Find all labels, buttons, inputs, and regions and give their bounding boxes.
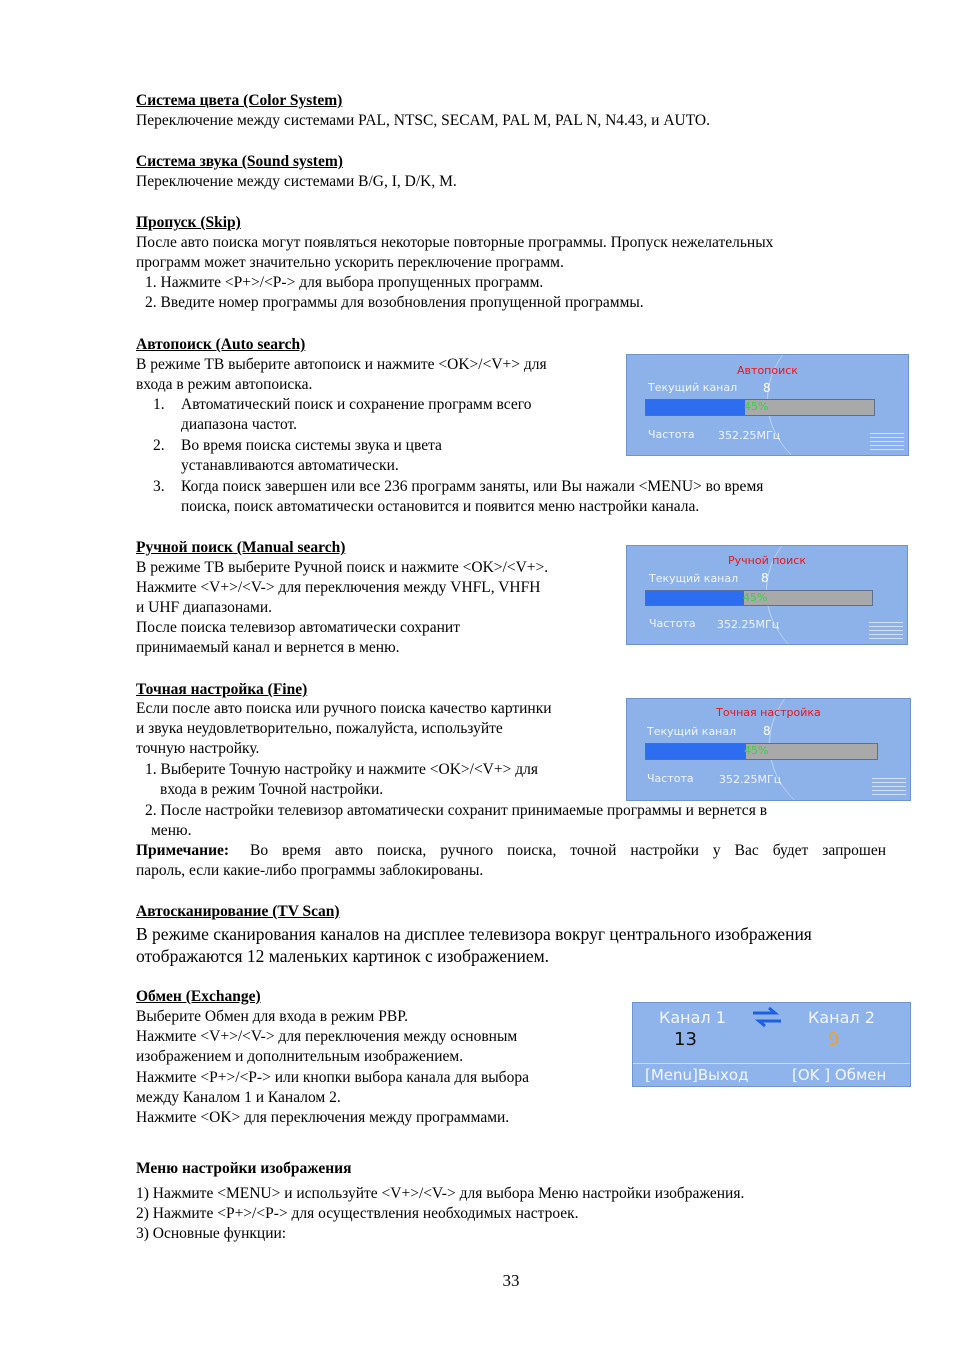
skip-text-line-2: программ может значительно ускорить переключение программ. [136,254,564,271]
panel-lines-decoration [872,778,906,796]
osd-frequency-label: Частота [648,428,695,441]
auto-item-3-line-1: Когда поиск завершен или все 236 программ заняты, или Вы нажали <MENU> во время [181,478,764,495]
picture-step-3: 3) Основные функции: [136,1225,287,1242]
auto-item-3-line-2: поиска, поиск автоматически остановится и появится меню настройки канала. [181,498,700,515]
osd-manual-search-panel [626,545,908,645]
osd-frequency-value: 352.25МГц [717,618,780,631]
manual-text-line-1: В режиме ТВ выберите Ручной поиск и нажмите <OK>/<V+>. [136,559,549,576]
fine-item-2-line-2: меню. [151,822,192,839]
exit-label: Выход [697,1066,749,1084]
osd-exchange-panel [632,1002,911,1087]
osd-title: Автопоиск [737,364,798,377]
fine-item-2-line-1: 2. После настройки телевизор автоматически сохранит принимаемые программы и вернется в [145,802,768,819]
fine-item-1-line-2: входа в режим Точной настройки. [160,781,384,798]
osd-channel-2-label: Канал 2 [808,1008,875,1027]
osd-progress-bar [645,590,873,606]
scan-text-line-2: отображаются 12 маленьких картинок с изображением. [136,946,550,966]
panel-lines-decoration [869,622,903,640]
swap-label: Обмен [834,1066,887,1084]
osd-progress-text: 45% [743,591,768,604]
auto-text-line-2: входа в режим автопоиска. [136,376,313,393]
osd-channel-value: 8 [763,724,771,738]
panel-lines-decoration [870,433,904,451]
exchange-text-line-4: Нажмите <P+>/<P-> или кнопки выбора канала для выбора [136,1069,529,1086]
osd-channel-label: Текущий канал [647,725,737,738]
skip-text-line-1: После авто поиска могут появляться некоторые повторные программы. Пропуск нежелательных [136,234,774,251]
ok-key-label: [OK ] [792,1066,831,1084]
fine-text-line-1: Если после авто поиска или ручного поиска качество картинки [136,700,552,717]
auto-item-2-number: 2. [153,437,165,454]
osd-channel-label: Текущий канал [649,572,739,585]
osd-progress-text: 45% [744,400,769,413]
osd-progress-fill [646,744,746,759]
osd-swap-hint [792,1066,886,1084]
exchange-text-line-5: между Каналом 1 и Каналом 2. [136,1089,341,1106]
osd-progress-bar [645,399,875,416]
osd-divider [633,1063,910,1064]
osd-auto-search-panel [626,354,909,456]
osd-title: Точная настройка [716,706,821,719]
manual-text-line-2: Нажмите <V+>/<V-> для переключения между VHFL, VHFH [136,579,541,596]
heading-fine-tuning: Точная настройка (Fine) [136,681,308,698]
osd-exit-hint [645,1066,748,1084]
manual-text-line-3: и UHF диапазонами. [136,599,273,616]
picture-step-2: 2) Нажмите <P+>/<P-> для осуществления необходимых настроек. [136,1205,579,1222]
manual-text-line-4: После поиска телевизор автоматически сохранит [136,619,460,636]
auto-item-1-number: 1. [153,396,165,413]
osd-frequency-value: 352.25МГц [719,773,782,786]
auto-text-line-1: В режиме ТВ выберите автопоиск и нажмите <OK>/<V+> для [136,356,547,373]
osd-channel-1-label: Канал 1 [659,1008,726,1027]
exchange-text-line-3: изображением и дополнительным изображением. [136,1048,464,1065]
picture-step-1: 1) Нажмите <MENU> и используйте <V+>/<V-> для выбора Меню настройки изображения. [136,1185,745,1202]
osd-progress-bar [645,743,878,760]
osd-progress-text: 45% [744,744,769,757]
fine-item-1-line-1: 1. Выберите Точную настройку и нажмите <OK>/<V+> для [145,761,538,778]
exchange-text-line-2: Нажмите <V+>/<V-> для переключения между основным [136,1028,518,1045]
osd-title: Ручной поиск [728,554,806,567]
osd-channel-value: 8 [763,381,771,395]
exchange-text-line-6: Нажмите <OK> для переключения между программами. [136,1109,510,1126]
note-text-line-2: пароль, если какие-либо программы заблокированы. [136,862,484,879]
scan-text-line-1: В режиме сканирования каналов на дисплее телевизора вокруг центрального изображения [136,924,812,944]
heading-color-system: Система цвета (Color System) [136,92,343,109]
heading-exchange: Обмен (Exchange) [136,988,261,1005]
osd-channel-2-value: 9 [828,1029,840,1050]
osd-channel-label: Текущий канал [648,381,738,394]
skip-item-2: 2. Введите номер программы для возобновления пропущенной программы. [145,294,644,311]
manual-text-line-5: принимаемый канал и вернется в меню. [136,639,400,656]
auto-item-1-line-1: Автоматический поиск и сохранение программ всего [181,396,532,413]
osd-fine-tuning-panel [626,698,911,801]
osd-channel-value: 8 [761,571,769,585]
swap-arrows-icon [751,1007,783,1027]
osd-frequency-label: Частота [647,772,694,785]
heading-tv-scan: Автосканирование (TV Scan) [136,903,340,920]
osd-progress-fill [646,400,745,415]
heading-auto-search: Автопоиск (Auto search) [136,336,306,353]
fine-text-line-2: и звука неудовлетворительно, пожалуйста, используйте [136,720,503,737]
auto-item-2-line-1: Во время поиска системы звука и цвета [181,437,442,454]
heading-sound-system: Система звука (Sound system) [136,153,343,170]
exchange-text-line-1: Выберите Обмен для входа в режим PBP. [136,1008,408,1025]
skip-item-1: 1. Нажмите <P+>/<P-> для выбора пропущенных программ. [145,274,544,291]
heading-picture-menu: Меню настройки изображения [136,1160,352,1177]
sound-system-text: Переключение между системами B/G, I, D/K, M. [136,173,457,190]
osd-progress-fill [646,591,744,605]
page-number: 33 [502,1271,520,1290]
heading-skip: Пропуск (Skip) [136,214,241,231]
osd-frequency-value: 352.25МГц [718,429,781,442]
color-system-text: Переключение между системами PAL, NTSC, SECAM, PAL M, PAL N, N4.43, и AUTO. [136,112,710,129]
note-label: Примечание: [136,842,230,859]
note-text-line-1: Во время авто поиска, ручного поиска, точной настройки у Вас будет запрошен [250,842,886,859]
auto-item-2-line-2: устанавливаются автоматически. [181,457,399,474]
osd-channel-1-value: 13 [674,1029,697,1050]
fine-text-line-3: точную настройку. [136,740,260,757]
heading-manual-search: Ручной поиск (Manual search) [136,539,346,556]
osd-frequency-label: Частота [649,617,696,630]
menu-key-label: [Menu] [645,1066,698,1084]
auto-item-3-number: 3. [153,478,165,495]
auto-item-1-line-2: диапазона частот. [181,416,298,433]
